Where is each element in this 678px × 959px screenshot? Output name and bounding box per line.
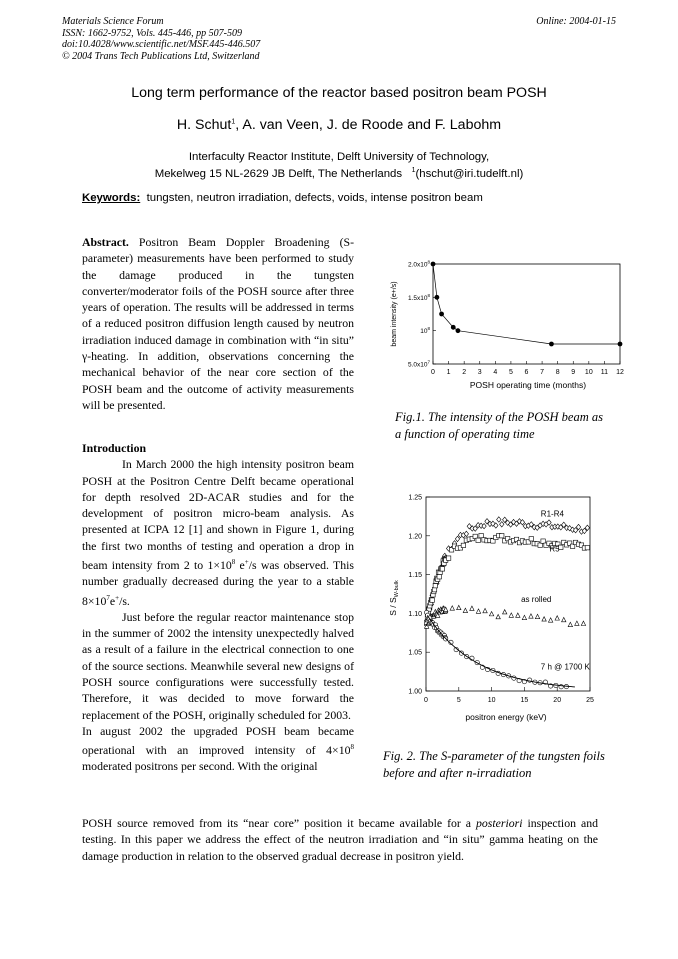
fig2-point-r5 — [461, 543, 465, 547]
fig1-data-point — [618, 342, 623, 347]
fig1-plot-frame — [433, 264, 620, 364]
fig1-x-tick-label: 6 — [524, 369, 529, 376]
fig2-point-as-rolled — [450, 606, 454, 610]
fig1-x-tick-label: 8 — [555, 369, 560, 376]
fig2-series-label: 7 h @ 1700 K — [540, 662, 590, 672]
fig1-y-tick-label: $10^8$ — [420, 326, 430, 336]
fig1-y-tick-label: $1.5x10^8$ — [407, 292, 430, 302]
fig1-x-tick-label: 1 — [446, 369, 451, 376]
affiliation-line1: Interfaculty Reactor Institute, Delft University of Technology, — [188, 151, 490, 163]
fig1-x-axis-label: POSH operating time (months) — [469, 380, 587, 390]
fig2-point-r5 — [433, 583, 437, 587]
fig2-point-r5 — [541, 539, 545, 543]
copyright: © 2004 Trans Tech Publications Ltd, Switzerland — [62, 50, 260, 62]
fig2-point-as-rolled — [457, 605, 461, 609]
figure-1-chart — [388, 250, 633, 390]
fig1-data-point — [549, 342, 554, 347]
fig1-data-point — [451, 325, 456, 330]
figure-2-chart — [380, 488, 608, 728]
affiliation-superscript: 1 — [411, 167, 416, 174]
fig2-point-r5 — [538, 543, 542, 547]
fig2-point-r5 — [446, 556, 450, 560]
fig1-x-tick-label: 0 — [431, 369, 435, 376]
intro-paragraph-1: In March 2000 the high intensity positron beam POSH at the Positron Centre Delft became operational for depth resolved 2D-ACAR studies and for the development of positron micro-beam analysis. As presented at ICPA 12 [1] and shown in Figure 1, during the first two months of testing and operation a drop in beam intensity from 2 to $1\times 10^8$ e+/s was observed. This number gradually decreased during the year to a stable $8\times 10^7e^+/s$. — [82, 457, 355, 608]
fig2-point-r5 — [440, 567, 444, 571]
fig2-y-tick-label: 1.15 — [408, 572, 422, 580]
paper-title: Long term performance of the reactor based positron beam POSH — [131, 85, 547, 101]
figure-1-caption: Fig.1. The intensity of the POSH beam as a function of operating time — [395, 410, 603, 441]
fig2-point-as-rolled — [529, 614, 533, 618]
fig2-point-r1-r4 — [482, 523, 486, 528]
fig2-point-as-rolled — [503, 610, 507, 614]
fig2-point-as-rolled — [496, 614, 500, 618]
fig2-point-r5 — [500, 533, 504, 537]
fig1-y-axis-label: beam intensity (e+/s) — [391, 281, 398, 347]
fig2-point-r5 — [437, 575, 441, 579]
keywords-text: tungsten, neutron irradiation, defects, voids, intense positron beam — [146, 192, 483, 204]
fig2-x-axis-label: positron energy (keV) — [465, 712, 547, 722]
fig1-x-tick-label: 11 — [600, 369, 609, 376]
fig2-point-as-rolled — [548, 618, 552, 622]
fig2-point-as-rolled — [542, 617, 546, 621]
fig2-x-tick-label: 0 — [424, 697, 428, 704]
intro-heading: Introduction — [82, 441, 147, 455]
fig2-point-as-rolled — [568, 622, 572, 626]
fig2-point-r5 — [529, 537, 533, 541]
fig2-point-as-rolled — [476, 609, 480, 613]
fig2-series-label: R1-R4 — [540, 509, 564, 519]
fig2-point-r1-r4 — [497, 517, 501, 522]
abstract — [82, 234, 354, 413]
fig2-series-label: R5 — [549, 544, 560, 554]
figure-2-caption: Fig. 2. The S-parameter of the tungsten foils before and after n-irradiation — [383, 749, 605, 780]
fig2-point-r1-r4 — [455, 536, 459, 541]
other-authors: , A. van Veen, J. de Roode and F. Labohm — [235, 117, 502, 133]
fig2-point-as-rolled — [516, 613, 520, 617]
authors — [0, 117, 678, 133]
fig1-x-tick-label: 12 — [616, 369, 624, 376]
fig2-point-r1-r4 — [473, 526, 477, 531]
fig2-point-as-rolled — [509, 613, 513, 617]
fig1-x-tick-label: 2 — [462, 369, 467, 376]
fig2-point-as-rolled — [562, 617, 566, 621]
fig2-x-tick-label: 10 — [487, 697, 496, 704]
fig2-point-r5 — [585, 545, 589, 549]
fig2-point-r5 — [430, 598, 434, 602]
keywords — [82, 192, 483, 204]
fig1-y-tick-label: $2.0x10^8$ — [407, 259, 430, 269]
fig2-point-as-rolled — [535, 614, 539, 618]
fig1-data-point — [439, 312, 444, 317]
fig1-data-point — [456, 328, 461, 333]
fig2-y-tick-label: 1.25 — [408, 494, 422, 502]
fig2-x-tick-label: 15 — [520, 697, 529, 704]
abstract-text: Positron Beam Doppler Broadening (S-parameter) measurements have been performed to study the damage produced in the tungsten converter/moderator foils of the POSH source after three years of operation. The results will be addressed in terms of a reduced positron diffusion length caused by neutron irradiation induced damage in combination with “in situ” γ-heating. In addition, observations concerning the mechanical behavior of the near core section of the POSH beam and the outcome of activity measurements will be presented. — [82, 235, 355, 412]
journal-name: Materials Science Forum — [62, 16, 164, 27]
keywords-label: Keywords: — [82, 192, 141, 204]
fig2-x-tick-label: 20 — [553, 697, 562, 704]
fig2-y-tick-label: 1.00 — [408, 688, 422, 696]
affiliation — [0, 150, 678, 181]
fig2-series-label: as rolled — [521, 594, 552, 604]
fig2-y-tick-label: 1.20 — [408, 533, 422, 541]
fig1-data-point — [434, 295, 439, 300]
fig1-x-tick-label: 7 — [540, 369, 545, 376]
fig1-data-point — [431, 262, 436, 267]
fig2-point-as-rolled — [489, 611, 493, 615]
fig2-point-r5 — [479, 533, 483, 537]
abstract-label: Abstract. — [82, 235, 129, 249]
doi: doi:10.4028/www.scientific.net/MSF.445-446.507 — [62, 39, 261, 50]
fig1-x-tick-label: 9 — [571, 369, 576, 376]
intro-paragraph-4: POSH source removed from its “near core” position it became available for a posteriori inspection and testing. In this paper we address the effect of the neutron irradiation and “in situ” gamma heating on the damage production in relation to the observed gradual decrease in positron yield. — [82, 816, 598, 863]
fig1-x-tick-label: 10 — [584, 369, 593, 376]
fig2-y-axis-label — [388, 580, 400, 616]
intro-paragraph-3: In august 2002 the upgraded POSH beam became operational with an improved intensity of $4\times 10^8$ moderated positrons per second. With the original — [82, 723, 354, 774]
fig2-point-as-rolled — [555, 616, 559, 620]
fig2-y-tick-label: 1.10 — [408, 610, 422, 618]
svg-text:S / SW-bulk: S / $S_{W-bulk}$ — [388, 580, 400, 616]
first-author: H. Schut — [176, 117, 232, 133]
fig2-point-as-rolled — [483, 608, 487, 612]
fig2-point-r1-r4 — [500, 522, 504, 527]
email: (hschut@iri.tudelft.nl) — [415, 167, 524, 180]
fig1-y-tick-label: $5.0x10^7$ — [407, 359, 430, 369]
fig1-series-line — [433, 264, 620, 344]
online-date: Online: 2004-01-15 — [536, 16, 616, 27]
fig2-y-tick-label: 1.05 — [408, 649, 422, 657]
journal-header — [62, 16, 260, 62]
fig2-point-as-rolled — [470, 606, 474, 610]
fig1-x-tick-label: 5 — [508, 369, 513, 376]
fig1-x-tick-label: 3 — [477, 369, 482, 376]
author-superscript: 1 — [231, 118, 236, 126]
fig2-point-as-rolled — [522, 615, 526, 619]
fig2-point-as-rolled — [581, 621, 585, 625]
fig2-x-tick-label: 5 — [456, 697, 461, 704]
issn: ISSN: 1662-9752, Vols. 445-446, pp 507-509 — [62, 27, 242, 39]
fig1-x-tick-label: 4 — [493, 369, 498, 376]
fig2-fit-curve — [427, 615, 575, 687]
fig2-point-as-rolled — [575, 621, 579, 625]
fig2-x-tick-label: 25 — [586, 697, 594, 704]
intro-paragraph-2: Just before the regular reactor maintenance stop in the summer of 2002 the intensity unexpectedly halved as a result of a failure in the electrical connection to one of the source sections. Meanwhile several new designs of POSH source configurations were successfully tested. Therefore, it was decided to move forward the replacement of the POSH, originally scheduled for 2003. — [82, 609, 354, 722]
fig2-point-r5 — [476, 538, 480, 542]
introduction — [82, 440, 354, 775]
fig2-point-as-rolled — [463, 608, 467, 612]
affiliation-line2: Mekelweg 15 NL-2629 JB Delft, The Netherlands $^1$(hschut@iri.tudelft.nl) — [154, 167, 524, 180]
